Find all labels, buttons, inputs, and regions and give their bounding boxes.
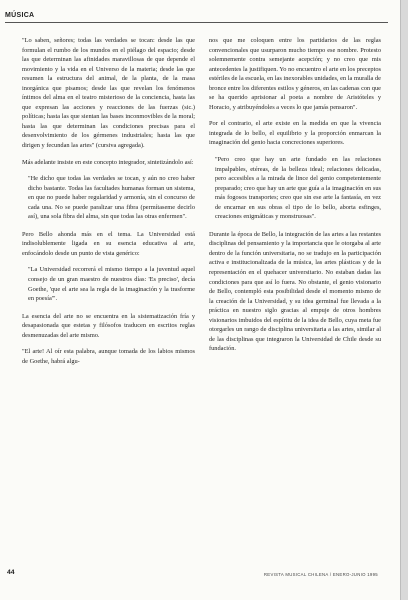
paragraph-por-el-contrario: Por el contrario, el arte existe en la medida en que la vivencia integrada de lo bello, el equilibrio y la proporción enmarcan la imaginación del genio hacia concreciones superiores. bbox=[209, 120, 381, 147]
section-header: MÚSICA bbox=[5, 12, 35, 19]
header-rule bbox=[5, 22, 388, 23]
running-footer-title: REVISTA MUSICAL CHILENA / ENERO-JUNIO 1995 bbox=[263, 572, 378, 577]
blockquote-arte-belleza: "Pero creo que hay un arte fundado en las relaciones impalpables, etéreas, de la belleza ideal; relaciones delicadas, pero accesibles a la mirada de lince del genio competentemente preparado; creo que hay un arte que guía a la imaginación en sus más fogosos transportes; creo que sin ese arte la fantasía, en vez de encarnar en sus obras el tipo de lo bello, aborta esfinges, creaciones enigmáticas y monstruosas". bbox=[215, 156, 381, 221]
paragraph-epoca-bello: Durante la época de Bello, la integración de las artes a las restantes disciplinas del pensamiento y la importancia que le otorgaba al arte dentro de la función universitaria, no se tradujo en la participación activa e institucionalizada de la música, las artes plásticas y de la representación en el quehacer universitario. No estaban dadas las condiciones para que así lo fuera. No obstante, el genio visionario de Bello, contempló esta posibilidad desde el momento mismo de la creación de la Universidad, y su idea germinal fue llevada a la práctica en nuestro siglo gracias al empuje de otros hombres visionarios imbuidos del espíritu de la idea de Bello, cuya meta fue otorgarles un rango de disciplina universitaria a las artes, similar al de las disciplinas que integraron la Universidad de Chile desde su fundación. bbox=[209, 230, 381, 353]
left-column bbox=[22, 36, 195, 373]
paragraph-intro: Más adelante insiste en este concepto integrador, sintetizándolo así: bbox=[22, 158, 194, 166]
paragraph-continuation: nos que me coloquen entre los partidarios de las reglas convencionales que usurparon mucho tiempo ese nombre. Protesto solemnemente contra semejante acepción; y no creo que mis antecedentes la justifiquen. Yo no encuentro el arte en los preceptos estériles de la escuela, en las inexorables unidades, en la muralla de bronce entre los diferentes estilos y géneros, en las cadenas con que se ha querido aprisionar al poeta a nombre de Aristóteles y Horacio, y atribuyéndoles a veces lo que jamás pensaron". bbox=[209, 37, 381, 111]
paragraph-el-arte: "El arte! Al oír esta palabra, aunque tomada de los labios mismos de Goethe, habrá algu- bbox=[22, 348, 195, 365]
blockquote-goethe: "La Universidad recorrerá el mismo tiempo a la juventud aquel consejo de un gran maestro de nuestros días: 'Es preciso', decía Goethe, 'que el arte sea la regla de la imaginación y la trasforme en poesía'". bbox=[28, 266, 195, 303]
blockquote-verdades: "He dicho que todas las verdades se tocan, y aún no creo haber dicho bastante. Todas las facultades humanas forman un sistema, en que no puede haber regularidad y armonía, sin el concurso de cada una. No se puede paralizar una fibra (permítaseme decirlo así), una sola fibra del alma, sin que todas las otras enfermen". bbox=[28, 175, 195, 221]
paragraph-esencia-arte: La esencia del arte no se encuentra en la sistematización fría y desapasionada que estetas y filósofos traducen en escritos reglas desmenuzadas del arte mismo. bbox=[22, 312, 195, 339]
paragraph-quote-bello-verdades: "Lo saben, señores; todas las verdades se tocan: desde las que formulan el rumbo de los mundos en el piélago del espacio; desde las que determinan las afinidades maravillosas de que depende el movimiento y la vida en el Universo de la materia; desde las que resumen la estructura del animal, de la planta, de la masa inorgánica que pisamos; desde las que revelan los fenómenos íntimos del alma en el teatro misterioso de la conciencia, hasta las que expresan las acciones y reacciones de las fuerzas (sic.) políticas; hasta las que sientan las bases inconmovibles de la moral; hasta las que determinan las condiciones precisas para el desenvolvimiento de los gérmenes industriales; hasta las que dirigen y fecundan las artes" (cursiva agregada). bbox=[22, 37, 195, 150]
page-number: 44 bbox=[7, 569, 15, 576]
right-column bbox=[209, 36, 381, 361]
paragraph-universidad: Pero Bello ahonda más en el tema. La Universidad está indisolublemente ligada en su esencia educativa al arte, enfocándolo desde un punto de vista genérico: bbox=[22, 230, 195, 257]
